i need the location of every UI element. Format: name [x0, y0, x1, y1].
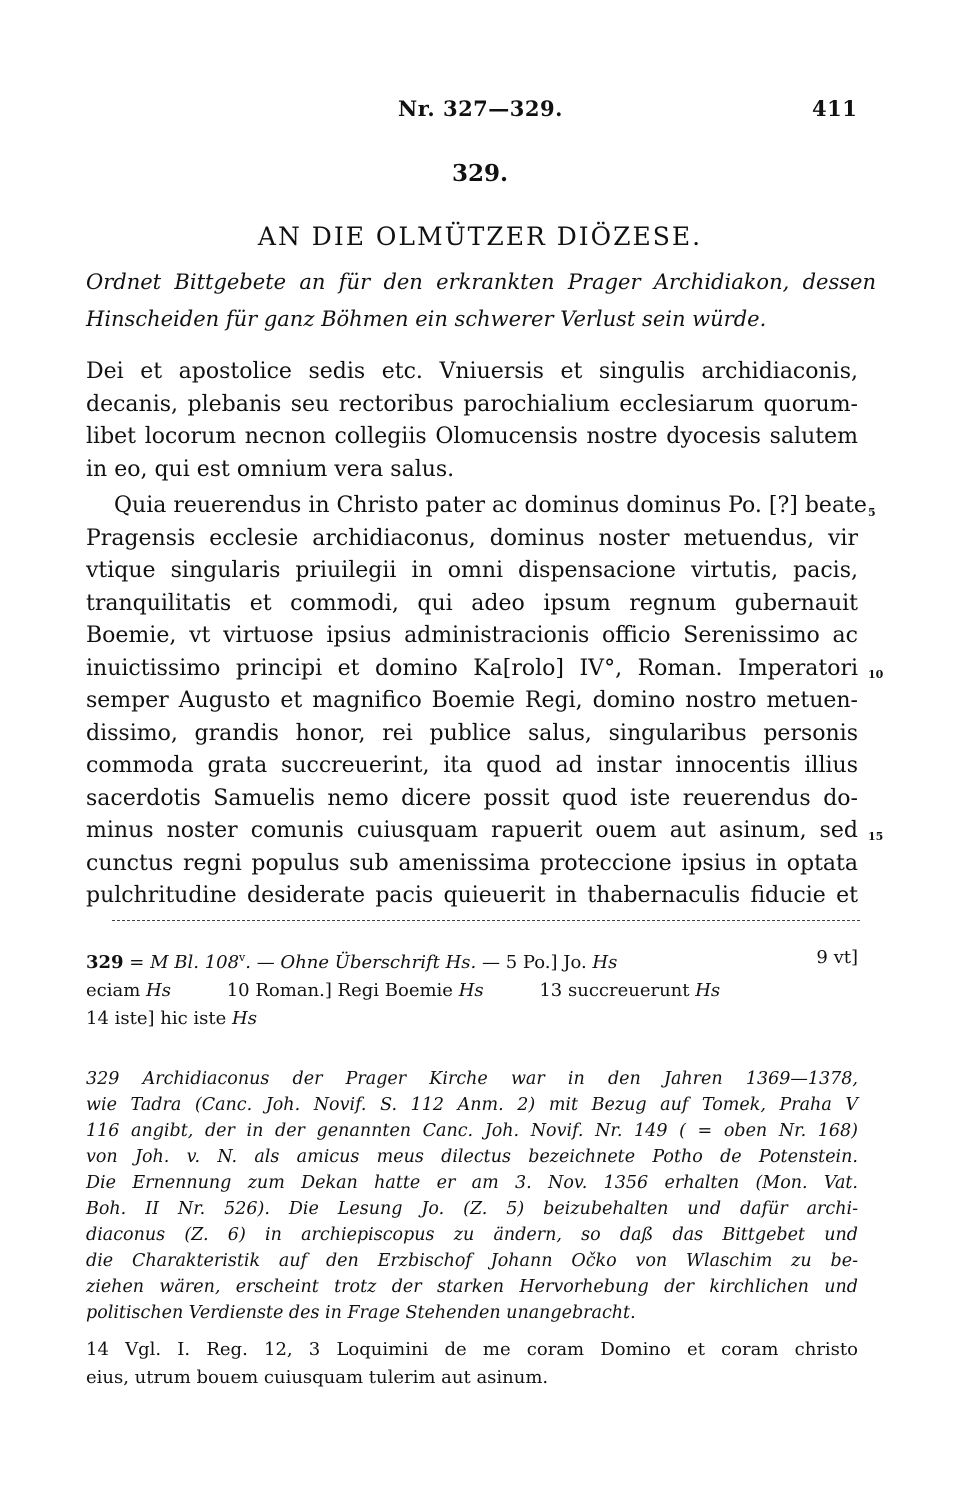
apparatus-text: Hs	[232, 1008, 257, 1029]
text-line: semper Augusto et magnifico Boemie Regi, domino nostro metuen-	[86, 688, 858, 713]
text-line: libet locorum necnon collegiis Olomucensis nostre dyocesis salutem	[86, 424, 858, 449]
text-line: Dei et apostolice sedis etc. Vniuersis et singulis archidiaconis,	[86, 359, 858, 384]
text-line: die Charakteristik auf den Erzbischof Johann Očko von Wlaschim zu be-	[86, 1251, 858, 1271]
text-line: in eo, qui est omnium vera salus.	[86, 456, 455, 482]
apparatus-text: 5 Po.] Jo.	[505, 952, 593, 973]
apparatus-text: Hs	[592, 952, 618, 973]
text-line: von Joh. v. N. als amicus meus dilectus bezeichnete Potho de Potenstein.	[86, 1147, 858, 1167]
text-line: 116 angibt, der in der genannten Canc. Joh. Novif. Nr. 149 ( = oben Nr. 168)	[86, 1121, 858, 1141]
text-line: inuictissimo principi et domino Ka[rolo] IV°, Roman. Imperatori	[86, 655, 858, 681]
document-subtitle: Ordnet Bittgebete an für den erkrankten Prager Archidiakon, dessen Hinscheiden für ganz Böhmen ein schwerer Verlust sein würde.	[86, 270, 876, 331]
text-line: tranquilitatis et commodi, qui adeo ipsum regnum gubernauit	[86, 590, 858, 616]
apparatus-text: 9 vt]	[816, 947, 858, 968]
document-number: 329.	[451, 160, 509, 187]
apparatus-text: 14 iste] hic iste	[86, 1008, 233, 1029]
text-line: pulchritudine desiderate pacis quieuerit in thabernaculis fiducie et	[86, 883, 858, 908]
text-line: sacerdotis Samuelis nemo dicere possit quod iste reuerendus do-	[86, 785, 858, 811]
text-line: Die Ernennung zum Dekan hatte er am 3. Nov. 1356 erhalten (Mon. Vat.	[86, 1173, 858, 1193]
footnote-divider	[112, 920, 860, 921]
biblical-reference	[86, 1336, 858, 1392]
apparatus-text: eciam	[86, 980, 147, 1001]
text-line: dissimo, grandis honor, rei publice salus, singularibus personis	[86, 720, 858, 746]
text-line: decanis, plebanis seu rectoribus parochialium ecclesiarum quorum-	[86, 391, 858, 417]
text-line: diaconus (Z. 6) in archiepiscopus zu ändern, so daß das Bittgebet und	[86, 1225, 858, 1245]
paragraph-salutation	[86, 356, 858, 486]
text-line: Boh. II Nr. 526). Die Lesung Jo. (Z. 5) beizubehalten und dafür archi-	[86, 1199, 858, 1219]
running-title: Nr. 327—329.	[398, 96, 563, 121]
critical-apparatus	[86, 944, 858, 1033]
apparatus-text: 10 Roman.] Regi Boemie	[226, 980, 459, 1001]
line-number-15: 15	[868, 830, 884, 843]
apparatus-text: Hs	[458, 980, 484, 1001]
text-line: vtique singularis priuilegii in omni dispensacione virtutis, pacis,	[86, 558, 858, 583]
page-number: 411	[812, 96, 858, 121]
text-line: cunctus regni populus sub amenissima proteccione ipsius in optata	[86, 850, 858, 876]
apparatus-text: M Bl. 108	[150, 952, 240, 973]
text-line: minus noster comunis cuiusquam rapuerit ouem aut asinum, sed	[86, 818, 858, 843]
apparatus-text: =	[123, 952, 151, 973]
apparatus-doc-number: 329	[86, 952, 124, 973]
line-number-10: 10	[868, 668, 884, 681]
text-line: ziehen wären, erscheint trotz der starken Hervorhebung der kirchlichen und	[86, 1277, 858, 1297]
text-line: eius, utrum bouem cuiusquam tulerim aut asinum.	[86, 1367, 549, 1388]
apparatus-text: v	[239, 951, 246, 964]
text-line: Pragensis ecclesie archidiaconus, dominus noster metuendus, vir	[86, 525, 858, 551]
apparatus-text: 13 succreuerunt	[539, 980, 696, 1001]
text-line: wie Tadra (Canc. Joh. Novif. S. 112 Anm. 2) mit Bezug auf Tomek, Praha V	[86, 1095, 858, 1115]
text-line: Quia reuerendus in Christo pater ac dominus dominus Po. [?] beate	[114, 493, 867, 518]
text-line: politischen Verdienste des in Frage Stehenden unangebracht.	[86, 1303, 636, 1323]
commentary-note	[86, 1066, 858, 1326]
apparatus-text: Hs	[146, 980, 171, 1001]
text-line: commoda grata succreuerint, ita quod ad instar innocentis illius	[86, 753, 858, 778]
text-line: 329 Archidiaconus der Prager Kirche war in den Jahren 1369—1378,	[86, 1069, 858, 1089]
paragraph-body	[86, 490, 867, 913]
text-line: Boemie, vt virtuose ipsius administracionis officio Serenissimo ac	[86, 623, 858, 648]
line-number-5: 5	[868, 506, 876, 519]
apparatus-text: Hs	[695, 980, 721, 1001]
text-line: 14 Vgl. I. Reg. 12, 3 Loquimini de me coram Domino et coram christo	[86, 1339, 858, 1360]
apparatus-text: . — Ohne Überschrift Hs. —	[245, 952, 506, 973]
document-title: AN DIE OLMÜTZER DIÖZESE.	[257, 222, 703, 251]
